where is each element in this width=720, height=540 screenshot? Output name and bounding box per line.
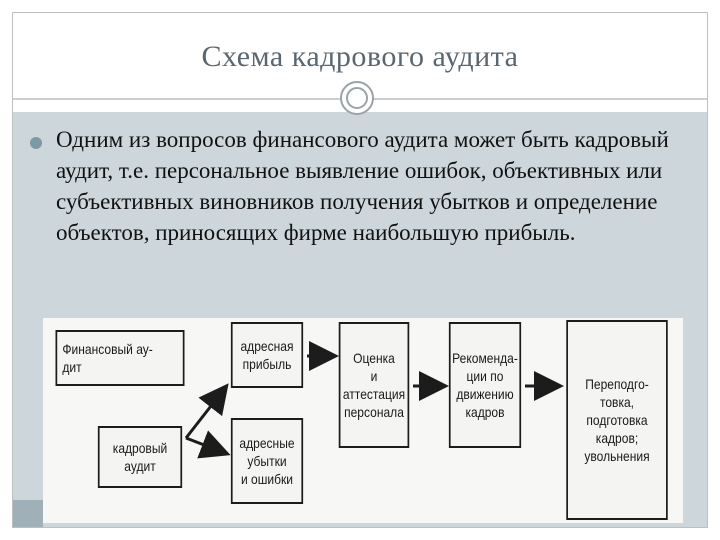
bullet-dot-icon	[30, 137, 42, 149]
node-recommendations: Рекоменда- ции по движению кадров	[449, 322, 521, 448]
arrow-audit-to-losses	[186, 438, 225, 453]
node-personnel-audit: кадровый аудит	[98, 426, 182, 488]
node-retraining: Переподго- товка, подготовка кадров; увольнения	[566, 320, 667, 520]
corner-accent	[13, 500, 43, 527]
bullet-item	[30, 124, 690, 248]
node-assessment: Оценка и аттестация персонала	[339, 322, 410, 448]
ring-ornament-icon	[340, 81, 374, 115]
slide-title: Схема кадрового аудита	[201, 40, 519, 73]
bullet-text: Одним из вопросов финансового аудита может быть кадровый аудит, т.е. персональное выявление ошибок, объективных или субъективных виновников получения убытков и определение объектов, приносящих фирме наибольшую прибыль.	[56, 127, 669, 245]
arrow-audit-to-profit	[186, 388, 225, 438]
node-financial-audit: Финансовый ау- дит	[56, 330, 185, 386]
node-targeted-profit: адресная прибыль	[231, 322, 303, 388]
node-targeted-losses: адресные убытки и ошибки	[231, 418, 303, 504]
diagram-image	[43, 318, 683, 523]
